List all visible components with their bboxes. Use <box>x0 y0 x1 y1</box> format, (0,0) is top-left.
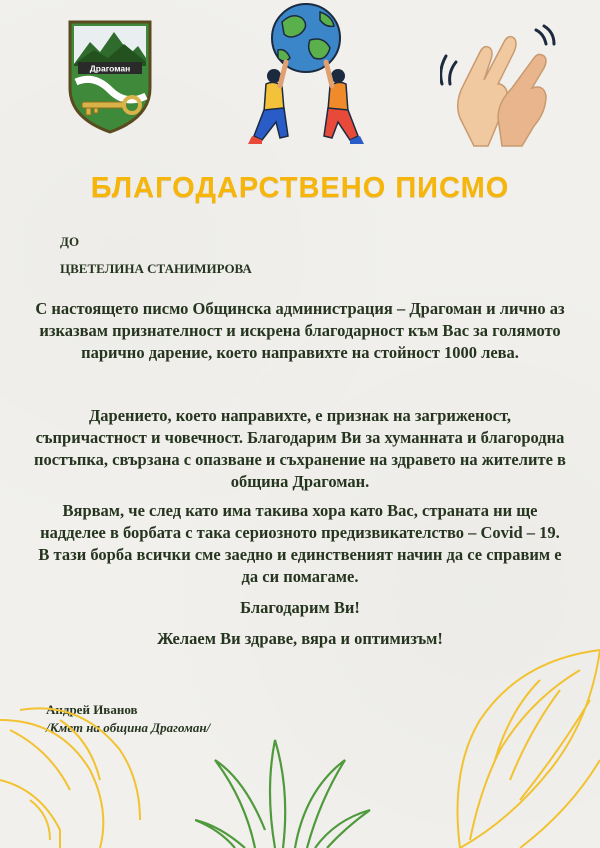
signature-name: Андрей Иванов <box>46 702 138 717</box>
address-to: ДО <box>60 234 80 249</box>
signature-title: /Кмет на община Драгоман/ <box>46 720 211 735</box>
paragraph-thanks: Благодарим Ви! <box>240 598 360 617</box>
leaf-decoration-right-icon <box>400 640 600 848</box>
paragraph-covid: Вярвам, че след като има такива хора като Вас, страната ни ще надделее в борбата с така сериозното предизвикателство – Covid – 19. В тази борба всички сме заедно и единственият начин да се справим е да си помагаме. <box>38 501 562 586</box>
paragraph-donation: Дарението, което направихте, е признак на загриженост, съпричастност и човечност. Благодарим Ви за хуманната и благородна постъпка, свързана с опазване и съхранение на здравето на жителите в община Драгоман. <box>34 406 566 491</box>
coat-label: Драгоман <box>89 63 131 74</box>
leaf-decoration-middle-icon <box>195 720 375 848</box>
paragraph-intro: С настоящето писмо Общинска администрация – Драгоман и лично аз изказвам признателност и искрена благодарност към Вас за голямото парично дарение, което направихте на стойност 1000 лева. <box>35 299 565 362</box>
recipient-name: ЦВЕТЕЛИНА СТАНИМИРОВА <box>60 261 252 276</box>
dragoman-coat-of-arms-icon <box>64 18 156 136</box>
paragraph-wishes: Желаем Ви здраве, вяра и оптимизъм! <box>157 629 443 648</box>
leaf-decoration-left-icon <box>0 690 200 848</box>
clapping-hands-icon <box>440 22 558 150</box>
people-holding-globe-icon <box>240 0 370 150</box>
letter-title: БЛАГОДАРСТВЕНО ПИСМО <box>90 172 510 204</box>
